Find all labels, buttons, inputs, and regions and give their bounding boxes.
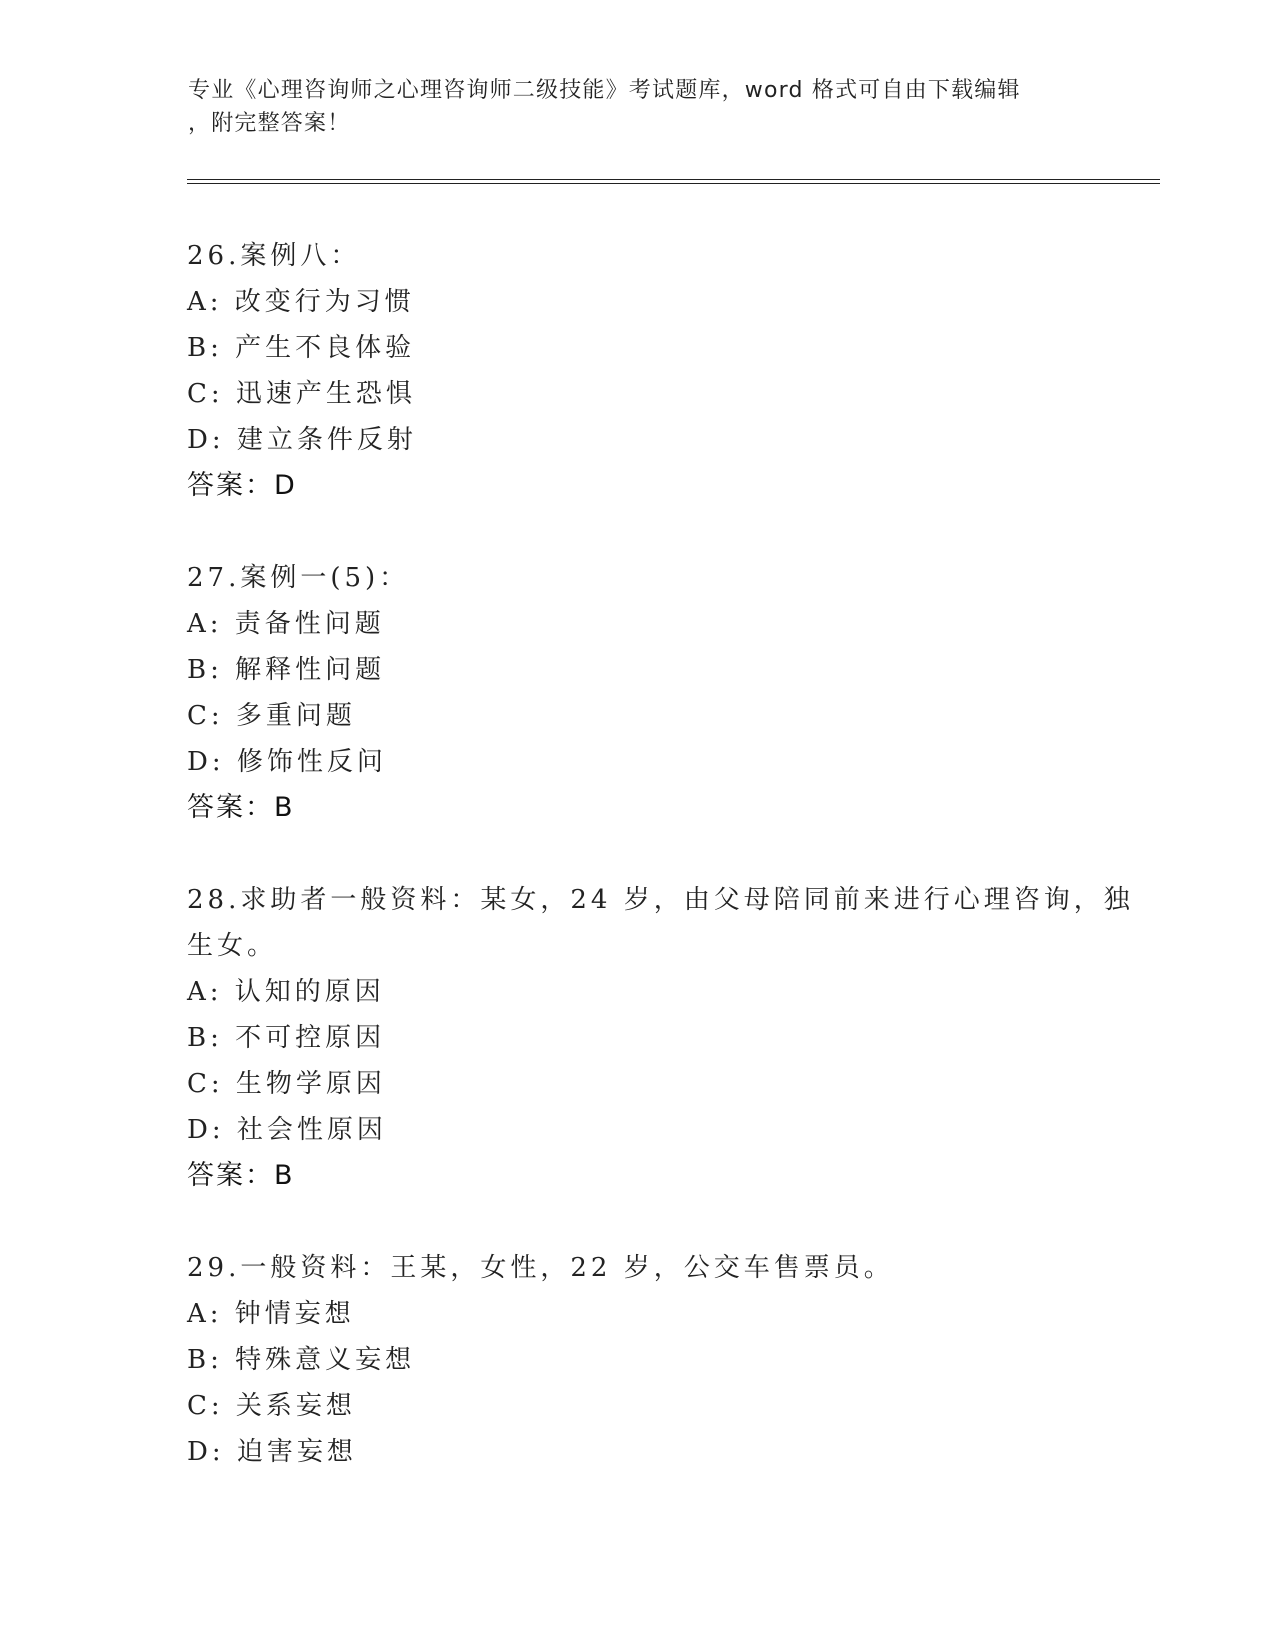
option-b: B: 解释性问题 — [187, 655, 386, 685]
question-stem: 29.一般资料：王某，女性，22 岁，公交车售票员。 — [187, 1253, 894, 1283]
question-26 — [187, 233, 1117, 509]
answer-line: 答案：D — [187, 470, 297, 501]
option-a: A: 钟情妄想 — [187, 1299, 355, 1329]
option-d: D: 建立条件反射 — [187, 425, 417, 455]
answer-line: 答案：B — [187, 792, 295, 823]
answer-line: 答案：B — [187, 1160, 295, 1191]
option-b: B: 不可控原因 — [187, 1023, 386, 1053]
option-d: D: 迫害妄想 — [187, 1437, 357, 1467]
question-stem: 28.求助者一般资料：某女，24 岁，由父母陪同前来进行心理咨询，独 — [187, 885, 1134, 915]
option-a: A: 责备性问题 — [187, 609, 385, 639]
header-divider — [187, 179, 1160, 184]
question-28 — [187, 877, 1134, 1199]
option-a: A: 改变行为习惯 — [187, 287, 415, 317]
header-line-2: ，附完整答案！ — [188, 111, 351, 136]
document-header — [188, 74, 1088, 140]
option-d: D: 修饰性反问 — [187, 747, 387, 777]
option-b: B: 特殊意义妄想 — [187, 1345, 416, 1375]
option-c: C: 关系妄想 — [187, 1391, 356, 1421]
option-c: C: 迅速产生恐惧 — [187, 379, 416, 409]
option-b: B: 产生不良体验 — [187, 333, 416, 363]
question-list — [187, 233, 1134, 1521]
header-line-1: 专业《心理咨询师之心理咨询师二级技能》考试题库，word 格式可自由下载编辑 — [188, 78, 1021, 103]
question-27 — [187, 555, 1117, 831]
option-c: C: 生物学原因 — [187, 1069, 386, 1099]
question-stem-continued: 生女。 — [187, 931, 278, 961]
question-stem: 26.案例八： — [187, 241, 361, 271]
option-c: C: 多重问题 — [187, 701, 356, 731]
option-d: D: 社会性原因 — [187, 1115, 387, 1145]
option-a: A: 认知的原因 — [187, 977, 385, 1007]
question-29 — [187, 1245, 1117, 1475]
question-stem: 27.案例一(5)： — [187, 563, 410, 593]
